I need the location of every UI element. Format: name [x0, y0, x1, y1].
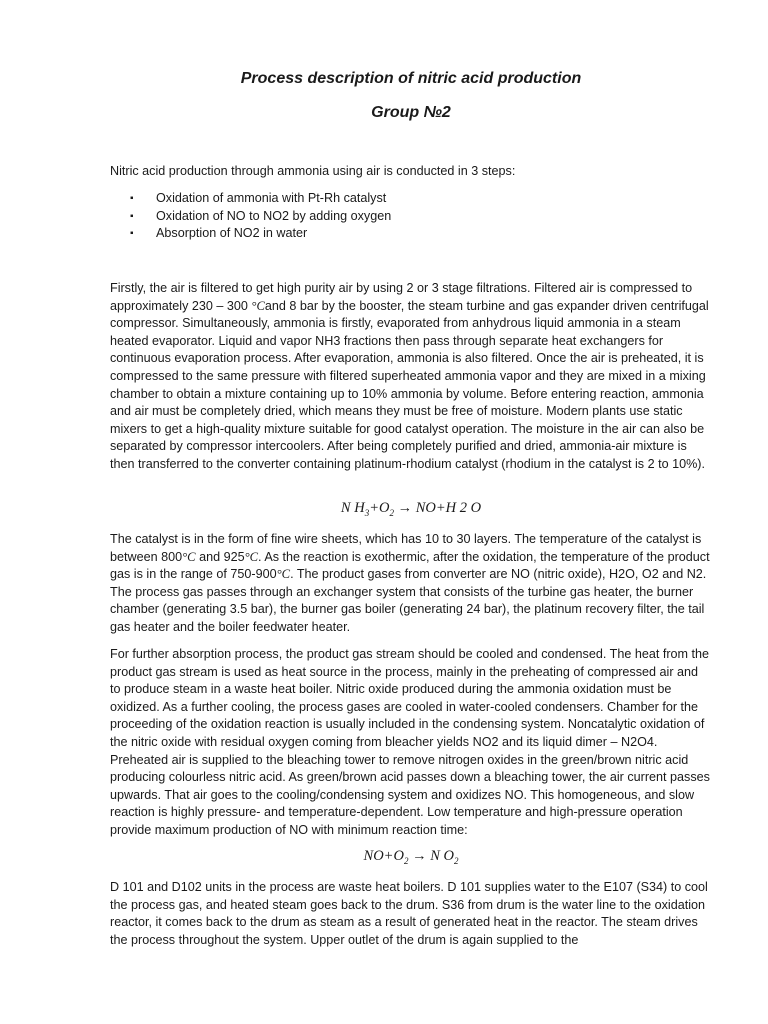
intro-paragraph: Nitric acid production through ammonia using air is conducted in 3 steps: — [110, 164, 516, 178]
eq-subscript: 2 — [403, 855, 409, 866]
eq-subscript: 2 — [453, 855, 459, 866]
text-run: . The product gases from converter are NO (nitric oxide), H2O, O2 and N2. The process gas passes through an exchanger system that consists of the turbine gas heater, the burner chamber (generating 3.5 bar), the burner gas boiler (generating 24 bar), the platinum recovery filter, the tail gas heater and the boiler feedwater heater. — [110, 567, 707, 634]
eq-part: → N O — [408, 848, 454, 864]
degree-unit: °C — [244, 549, 259, 564]
eq-part: → NO+H 2 O — [393, 500, 482, 516]
equation-ammonia-oxidation — [110, 500, 712, 518]
text-run: The catalyst is in the form of fine wire sheets, which has 10 to 30 layers. The temperature of the catalyst is between 800 — [110, 532, 702, 564]
paragraph-air-preparation — [110, 280, 712, 474]
text-run: . As the reaction is exothermic, after the oxidation, the temperature of the product gas is in the range of 750-900 — [110, 549, 710, 582]
text-run: and 8 bar by the booster, the steam turbine and gas expander driven centrifugal compressor. Simultaneously, ammonia is firstly, evaporated from anhydrous liquid ammonia in a steam heated evaporator. Liquid and vapor NH3 fractions then pass through separate heat exchangers for continuous evaporation process. After evaporation, ammonia is also filtered. Once the air is preheated, it is compressed to the same pressure with filtered superheated ammonia vapor and they are mixed in a mixing chamber to obtain a mixture containing up to 10% ammonia by volume. Before entering reaction, ammonia and air must be completely dried, which means they must be free of moisture. Modern plants use static mixers to get a high-quality mixture suitable for good catalyst operation. The moisture in the air can also be separated by compressor intercoolers. After being completely purified and dried, ammonia-air mixture is then transferred to the converter containing platinum-rhodium catalyst (rhodium in the catalyst is 2 to 10%). — [110, 298, 709, 471]
degree-unit: °C — [276, 567, 291, 582]
paragraph-waste-heat-boilers: D 101 and D102 units in the process are waste heat boilers. D 101 supplies water to the E107 (S34) to cool the process gas, and heated steam goes back to the drum. S36 from drum is the water line to the oxidation reactor, it comes back to the drum as steam as a result of generated heat in the reactor. The steam drives the process throughout the system. Upper outlet of the drum is again supplied to the — [110, 880, 708, 947]
document-title: Process description of nitric acid production — [240, 70, 582, 87]
degree-unit: °C — [182, 549, 196, 564]
list-item: ▪ Oxidation of ammonia with Pt-Rh catalyst — [110, 190, 391, 208]
document-subtitle: Group №2 — [371, 104, 451, 121]
steps-list — [110, 190, 391, 243]
degree-unit: °C — [251, 298, 265, 313]
paragraph-absorption: For further absorption process, the product gas stream should be cooled and condensed. The heat from the product gas stream is used as heat source in the process, mainly in the preheating of compressed air and to produce steam in a waste heat boiler. Nitric oxide produced during the ammonia oxidation must be oxidized. As a further cooling, the process gases are cooled in water-cooled condensers. Chamber for the proceeding of the oxidation reaction is usually included in the condensing system. Noncatalytic oxidation of the nitric oxide with residual oxygen coming from bleacher yields NO2 and its liquid dimer – N2O4. Preheated air is supplied to the bleaching tower to remove nitrogen oxides in the green/brown nitric acid producing colourless nitric acid. As green/brown acid passes down a bleaching tower, the air current passes upwards. That air goes to the cooling/condensing system and oxidizes NO. This homogeneous, and slow reaction is highly pressure- and temperature-dependent. Low temperature and high-pressure operation provide maximum production of NO with minimum reaction time: — [110, 647, 710, 837]
eq-part: N H — [340, 500, 365, 516]
equation-no-oxidation — [110, 848, 712, 866]
text-run: Firstly, the air is filtered to get high purity air by using 2 or 3 stage filtrations. Filtered air is compressed to approximately 230 – 300 — [110, 281, 693, 313]
list-item: ▪ Oxidation of NO to NO2 by adding oxygen — [110, 208, 391, 226]
eq-part: NO+O — [363, 848, 404, 864]
text-run: and 925 — [195, 549, 245, 564]
eq-subscript: 2 — [389, 507, 394, 518]
eq-part: +O — [369, 500, 390, 516]
paragraph-catalyst — [110, 531, 712, 637]
eq-subscript: 3 — [364, 507, 370, 518]
list-item: ▪ Absorption of NO2 in water — [110, 225, 391, 243]
